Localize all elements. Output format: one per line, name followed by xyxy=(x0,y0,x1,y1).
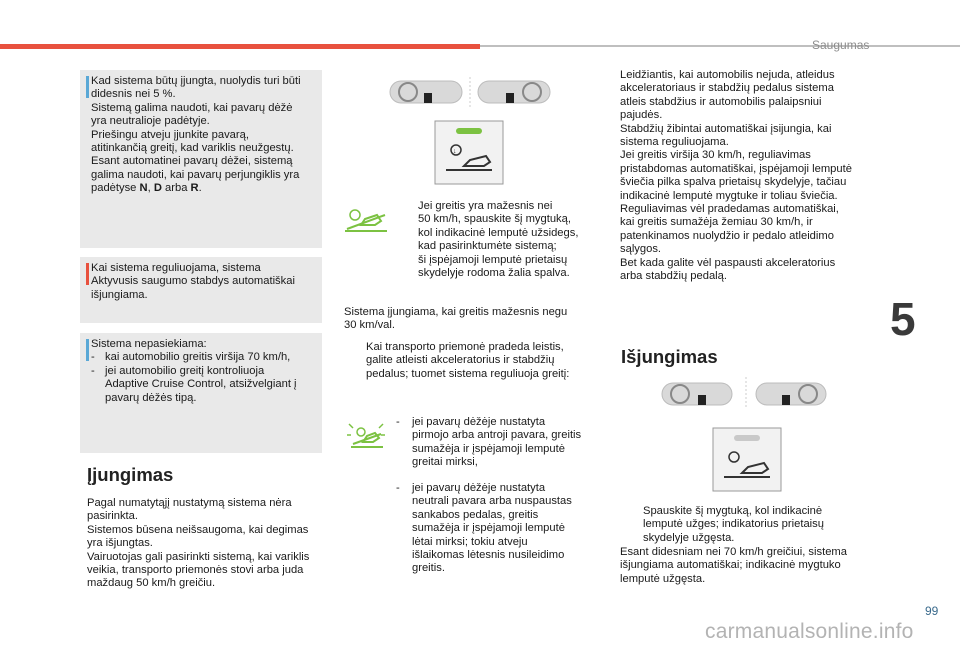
list-item: - kai automobilio greitis viršija 70 km/h, xyxy=(91,351,291,364)
hill-descent-flashing-warning-icon xyxy=(345,420,387,450)
hill-descent-button-off-icon xyxy=(712,427,782,492)
heading-activation: Įjungimas xyxy=(87,464,174,485)
info-box-conditions xyxy=(80,70,322,248)
regulation-paragraph: Leidžiantis, kai automobilis nejuda, atleidus akceleratoriaus ir stabdžių pedalus sistema atleis stabdžius ir automobilis palaipsniui pajudės. Stabdžių žibintai automatiškai įsijungia, kai sistema reguliuojama. Jei greitis viršija 30 km/h, reguliavimas pristabdomas automatiškai, įspėjamoji lemputė šviečia pilka spalva prietaisų skydelyje, tačiau indikacinė lemputė mygtuke ir toliau šviečia. Reguliavimas vėl pradedamas automatiškai, kai greitis sumažėja žemiau 30 km/h, ir patenkinamos nuolydžio ir pedalo atleidimo sąlygos. Bet kada galite vėl paspausti akceleratorius arba stabdžių pedalą. xyxy=(620,69,852,283)
activation-speed-paragraph: Sistema įjungiama, kai greitis mažesnis negu 30 km/val. xyxy=(344,306,568,332)
page-number: 99 xyxy=(925,604,939,618)
activation-paragraph: Pagal numatytąjį nustatymą sistema nėra pasirinkta. Sistemos būsena neišsaugoma, kai degimas yra išjungtas. Vairuotojas gali pasirinkti sistemą, kai variklis veikia, transporto priemonės stovi arba juda maždaug 50 km/h greičiu. xyxy=(87,497,310,590)
warning-box xyxy=(80,257,322,323)
warning-text: Kai sistema reguliuojama, sistema Aktyvusis saugumo stabdys automatiškai išjungiama. xyxy=(91,262,295,301)
info-box-text: Kad sistema būtų įjungta, nuolydis turi būti didesnis nei 5 %. Sistemą galima naudoti, kai pavarų dėžė yra neutralioje padėtyje. Priešingu atveju įjunkite pavarą, atitinkančią greitį, kad variklis neužgestų. Esant automatinei pavarų dėžei, sistemą galima naudoti, kai pavarų perjungiklis yra padėtyse N, D arba R. xyxy=(91,75,301,195)
hill-descent-green-warning-icon xyxy=(345,205,387,233)
watermark: carmanualsonline.info xyxy=(705,620,914,643)
header-rule xyxy=(480,45,960,47)
list-item: - jei pavarų dėžėje nustatyta neutrali pavara arba nuspaustas sankabos pedalas, greitis sumažėja ir įspėjamoji lemputė lėtai mirksi; tokiu atveju išlaikomas lėtesnis nusileidimo greitis. xyxy=(396,482,572,575)
hill-descent-button-on-icon xyxy=(434,120,504,185)
unavailable-title: Sistema nepasiekiama: xyxy=(91,338,207,350)
info-box-unavailable xyxy=(80,333,322,453)
heading-deactivation: Išjungimas xyxy=(621,346,718,367)
dash-list xyxy=(396,416,606,576)
svg-text:↓: ↓ xyxy=(453,148,457,155)
auto-deactivation-paragraph: Esant didesniam nei 70 km/h greičiui, sistema išjungiama automatiškai; indikacinė mygtuko lemputė užgęsta. xyxy=(620,546,847,585)
info-marker-icon xyxy=(86,339,89,361)
warning-marker-icon xyxy=(86,263,89,285)
info-marker-icon xyxy=(86,76,89,98)
header-accent-bar xyxy=(0,44,480,49)
section-title: Saugumas xyxy=(812,38,870,52)
steering-wheel-controls-icon xyxy=(660,375,830,410)
steering-wheel-controls-icon xyxy=(388,75,608,110)
list-item: - jei automobilio greitį kontroliuoja Adaptive Cruise Control, atsižvelgiant į pavarų dėžės tipą. xyxy=(91,364,297,404)
chapter-number: 5 xyxy=(890,293,916,345)
list-item: - jei pavarų dėžėje nustatyta pirmojo arba antroji pavara, greitis sumažėja ir įspėjamoji lemputė greitai mirksi, xyxy=(396,416,582,469)
unavailable-list xyxy=(91,338,312,405)
